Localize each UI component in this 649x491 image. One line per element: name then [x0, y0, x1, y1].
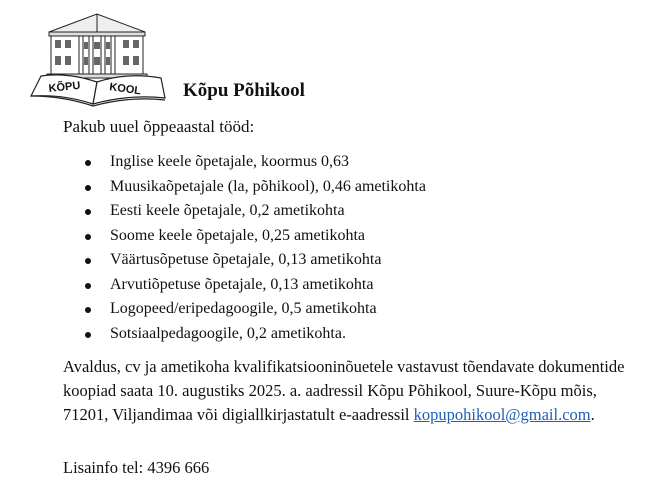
- bullet-icon: [85, 185, 91, 191]
- bullet-icon: [85, 307, 91, 313]
- application-text: Avaldus, cv ja ametikoha kvalifikatsiooninõuetele vastavust tõendavate dokumentide koopiad saata 10. augustiks 2025. a. aadressil Kõpu Põhikool, Suure-Kõpu mõis, 71201, Viljandimaa või digiallkirjastatult e-aadressil: [63, 357, 625, 424]
- logo-text-left: KÕPU: [48, 79, 81, 95]
- job-text: Väärtusõpetuse õpetajale, 0,13 ametikohta: [110, 251, 382, 268]
- application-paragraph: [63, 355, 643, 427]
- logo-text-right: KOOL: [108, 81, 142, 98]
- application-end: .: [590, 405, 595, 424]
- contact-info: Lisainfo tel: 4396 666: [63, 458, 210, 477]
- job-text: Soome keele õpetajale, 0,25 ametikohta: [110, 226, 366, 244]
- bullet-icon: [85, 160, 91, 166]
- list-item: [63, 248, 426, 273]
- list-item: [63, 322, 426, 347]
- bullet-icon: [85, 258, 91, 264]
- list-item: [63, 175, 426, 200]
- job-text: Inglise keele õpetajale, koormus 0,63: [110, 153, 350, 170]
- school-name: Kõpu Põhikool: [183, 80, 305, 101]
- email-link[interactable]: kopupohikool@gmail.com: [413, 405, 591, 424]
- list-item: [63, 297, 426, 322]
- school-logo: [27, 10, 167, 110]
- job-list: [63, 150, 426, 346]
- list-item: [63, 224, 426, 249]
- list-item: [63, 150, 426, 175]
- school-building-icon: [47, 14, 147, 78]
- job-text: Sotsiaalpedagoogile, 0,2 ametikohta.: [110, 324, 346, 342]
- job-text: Arvutiõpetuse õpetajale, 0,13 ametikohta: [110, 275, 374, 293]
- intro-text: Pakub uuel õppeaastal tööd:: [63, 117, 255, 136]
- open-book-icon: [31, 75, 165, 106]
- job-text: Eesti keele õpetajale, 0,2 ametikohta: [110, 202, 345, 219]
- job-text: Muusikaõpetajale (la, põhikool), 0,46 ametikohta: [110, 177, 426, 195]
- bullet-icon: [85, 209, 91, 215]
- bullet-icon: [85, 332, 91, 338]
- list-item: [63, 273, 426, 298]
- list-item: [63, 199, 426, 224]
- bullet-icon: [85, 283, 91, 289]
- job-text: Logopeed/eripedagoogile, 0,5 ametikohta: [110, 300, 377, 317]
- bullet-icon: [85, 234, 91, 240]
